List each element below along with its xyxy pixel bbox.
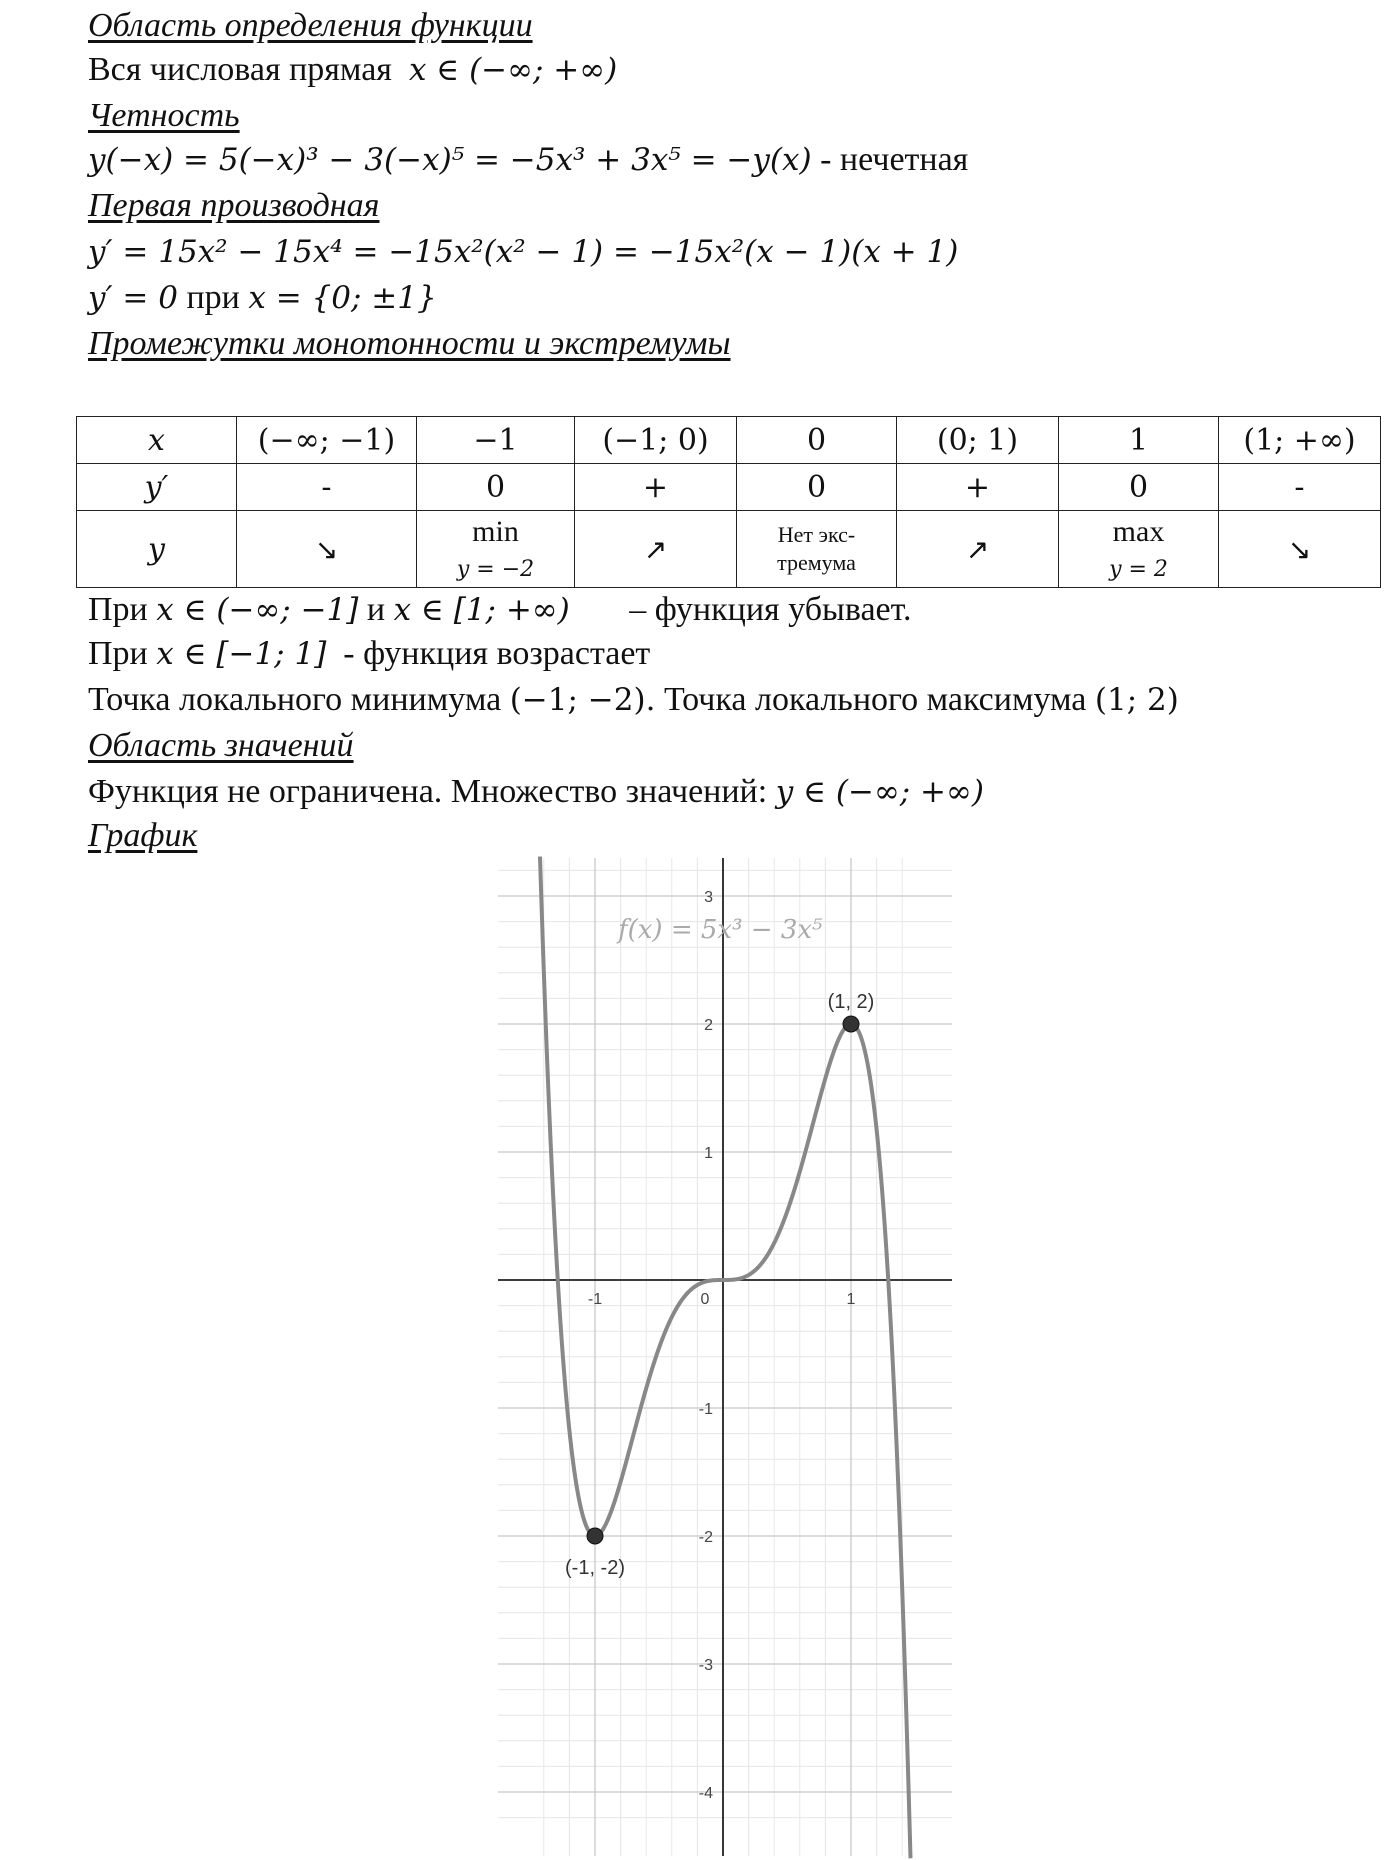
- monotonic-heading: Промежутки монотонности и экстремумы: [88, 325, 731, 362]
- table-cell: 1: [1059, 417, 1219, 464]
- critical-math-2: x = {0; ±1}: [248, 280, 437, 316]
- table-cell: -: [1219, 464, 1381, 511]
- y-tick-label: 2: [704, 1017, 713, 1034]
- parity-math: y(−x) = 5(−x)³ − 3(−x)⁵ = −5x³ + 3x⁵ = −y(x): [88, 142, 812, 178]
- y-tick-label: 1: [704, 1145, 713, 1162]
- graph-heading: График: [88, 817, 198, 854]
- table-cell: -: [237, 464, 417, 511]
- extremum-point: [587, 1528, 603, 1544]
- table-cell: 0: [737, 464, 897, 511]
- domain-text: Вся числовая прямая: [88, 51, 392, 88]
- y-tick-label: -2: [698, 1529, 713, 1546]
- min-value: y = −2: [456, 556, 535, 582]
- extrema-text-2: Точка локального максимума: [663, 681, 1087, 718]
- increasing-math: x ∈ [−1; 1]: [156, 636, 327, 672]
- decreasing-suffix: – функция убывает.: [629, 591, 912, 628]
- table-cell: (−1; 0): [575, 417, 737, 464]
- x-tick-label: -1: [587, 1291, 603, 1308]
- range-text: Функция не ограничена. Множество значений:: [88, 773, 768, 810]
- table-cell: −1: [417, 417, 575, 464]
- table-cell: x: [77, 417, 237, 464]
- min-label: min: [472, 514, 519, 548]
- table-cell: +: [575, 464, 737, 511]
- range-math: y ∈ (−∞; +∞): [775, 774, 984, 810]
- extrema-math-1: (−1; −2).: [509, 682, 656, 718]
- point-label: (1, 2): [827, 991, 875, 1013]
- domain-heading: Область определения функции: [88, 7, 533, 44]
- decreasing-math-1: x ∈ (−∞; −1]: [156, 592, 359, 628]
- table-cell: (1; +∞): [1219, 417, 1381, 464]
- table-cell: 0: [1059, 464, 1219, 511]
- table-cell: y′: [77, 464, 237, 511]
- table-cell: y: [77, 511, 237, 588]
- point-label: (-1, -2): [565, 1557, 625, 1579]
- arrow-down-right-icon: ↘: [1287, 532, 1312, 566]
- parity-suffix: - нечетная: [820, 141, 969, 178]
- derivative-heading: Первая производная: [88, 187, 380, 224]
- table-cell: (−∞; −1): [237, 417, 417, 464]
- domain-math: x ∈ (−∞; +∞): [408, 52, 618, 88]
- critical-word: при: [186, 279, 240, 316]
- x-tick-label: 0: [700, 1291, 710, 1308]
- max-label: max: [1112, 514, 1165, 548]
- y-tick-label: 3: [704, 889, 713, 906]
- table-cell: +: [897, 464, 1059, 511]
- x-tick-label: 1: [846, 1291, 856, 1308]
- extremum-point: [843, 1016, 859, 1032]
- table-cell: (0; 1): [897, 417, 1059, 464]
- decreasing-prefix: При: [88, 591, 148, 628]
- increasing-suffix: - функция возрастает: [343, 635, 651, 672]
- table-cell: 0: [737, 417, 897, 464]
- parity-heading: Четность: [88, 97, 240, 134]
- extrema-math-2: (1; 2): [1094, 682, 1179, 718]
- arrow-up-right-icon: ↗: [965, 532, 990, 566]
- decreasing-math-2: x ∈ [1; +∞): [393, 592, 570, 628]
- no-extremum-line-2: тремума: [777, 550, 856, 575]
- table-cell: 0: [417, 464, 575, 511]
- arrow-up-right-icon: ↗: [643, 532, 668, 566]
- y-tick-label: -4: [698, 1785, 713, 1802]
- function-label: f(x) = 5x³ − 3x⁵: [618, 915, 823, 945]
- arrow-down-right-icon: ↘: [314, 532, 339, 566]
- y-tick-label: -3: [698, 1657, 713, 1674]
- derivative-math: y′ = 15x² − 15x⁴ = −15x²(x² − 1) = −15x²(x − 1)(x + 1): [88, 234, 959, 270]
- decreasing-and: и: [366, 591, 386, 628]
- y-tick-label: -1: [698, 1401, 713, 1418]
- max-value: y = 2: [1109, 556, 1168, 582]
- no-extremum-line-1: Нет экс-: [777, 522, 856, 547]
- critical-math-1: y′ = 0: [88, 280, 178, 316]
- extrema-text-1: Точка локального минимума: [88, 681, 502, 718]
- range-heading: Область значений: [88, 727, 354, 764]
- increasing-prefix: При: [88, 635, 148, 672]
